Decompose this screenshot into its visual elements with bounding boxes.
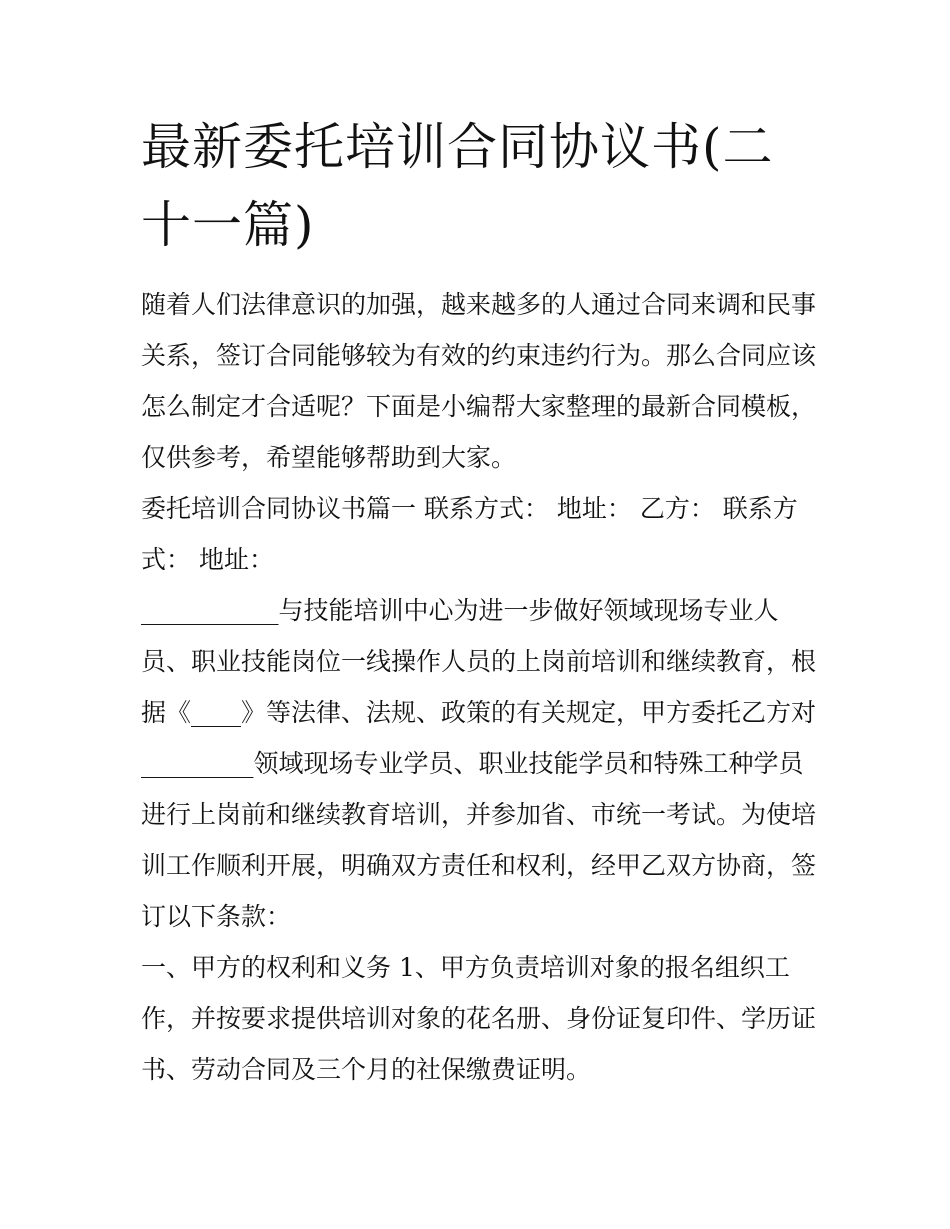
contract-purpose-paragraph: ___________与技能培训中心为进一步做好领域现场专业人员、职业技能岗位一线操作人员的上岗前培训和继续教育，根据《____》等法律、法规、政策的有关规定，甲方委托乙方对_________领域现场专业学员、职业技能学员和特殊工种学员进行上岗前和继续教育培训，并参加省、市统一考试。为使培训工作顺利开展，明确双方责任和权利，经甲乙双方协商，签订以下条款：	[141, 596, 817, 931]
document-title: 最新委托培训合同协议书(二十一篇)	[141, 118, 774, 254]
document-page	[141, 108, 816, 1095]
party-a-rights-paragraph: 一、甲方的权利和义务 1、甲方负责培训对象的报名组织工作，并按要求提供培训对象的花名册、身份证复印件、学历证书、劳动合同及三个月的社保缴费证明。	[141, 953, 817, 1084]
intro-paragraph: 随着人们法律意识的加强，越来越多的人通过合同来调和民事关系，签订合同能够较为有效的约束违约行为。那么合同应该怎么制定才合适呢？下面是小编帮大家整理的最新合同模板，仅供参考，希望能够帮助到大家。	[141, 290, 817, 472]
contract-parties-paragraph: 委托培训合同协议书篇一 联系方式： 地址： 乙方： 联系方式： 地址：	[141, 494, 798, 574]
